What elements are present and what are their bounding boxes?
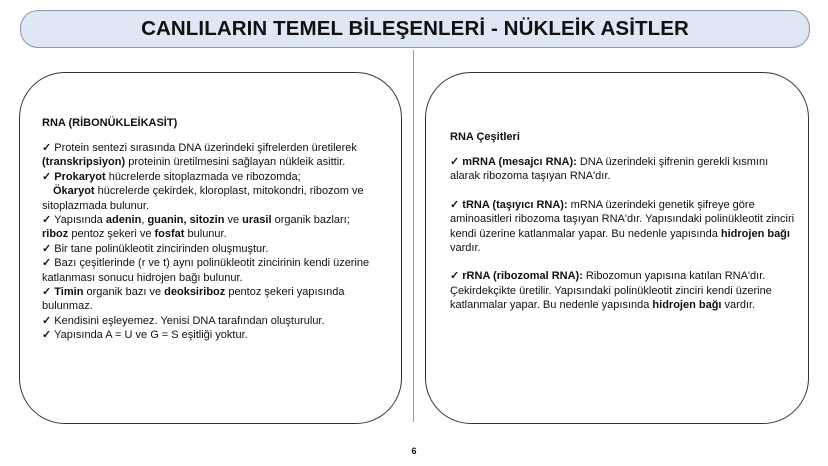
list-item: ✓ Kendisini eşleyemez. Yenisi DNA tarafından oluşturulur.	[42, 314, 325, 327]
mrna-item: ✓ mRNA (mesajcı RNA): DNA üzerindeki şifrenin gerekli kısmını alarak ribozoma taşıyan RNA'dır.	[450, 156, 769, 183]
rna-types-panel	[425, 72, 809, 424]
check-icon: ✓	[42, 257, 52, 270]
title-banner	[20, 10, 810, 48]
list-item: ✓ Yapısında A = U ve G = S eşitliği yoktur.	[42, 329, 248, 342]
check-icon: ✓	[42, 314, 52, 327]
rna-heading: RNA (RİBONÜKLEİKASİT)	[42, 117, 178, 129]
check-icon: ✓	[450, 270, 460, 283]
list-item: ✓ Protein sentezi sırasında DNA üzerindeki şifrelerden üretilerek (transkripsiyon) proteinin üretilmesini sağlayan nükleik asittir.	[42, 142, 357, 169]
rna-info-panel	[19, 72, 402, 424]
list-item: ✓ Prokaryot hücrelerde sitoplazmada ve ribozomda; Ökaryot hücrelerde çekirdek, kloroplast, mitokondri, ribozom ve sitoplazmada bulunur.	[42, 170, 364, 212]
check-icon: ✓	[42, 142, 52, 154]
page-title: CANLILARIN TEMEL BİLEŞENLERİ - NÜKLEİK ASİTLER	[141, 17, 689, 40]
check-icon: ✓	[42, 170, 52, 183]
check-icon: ✓	[42, 214, 52, 227]
list-item: ✓ Yapısında adenin, guanin, sitozin ve urasil organik bazları; riboz pentoz şekeri ve fosfat bulunur.	[42, 214, 350, 241]
center-divider	[413, 50, 414, 422]
list-item: ✓ Bazı çeşitlerinde (r ve t) aynı polinükleotit zincirinin kendi üzerine katlanması sonucu hidrojen bağı bulunur.	[42, 257, 370, 284]
check-icon: ✓	[42, 286, 52, 299]
check-icon: ✓	[42, 329, 52, 342]
page-number: 6	[411, 446, 417, 456]
check-icon: ✓	[42, 242, 52, 255]
list-item: ✓ Timin organik bazı ve deoksiriboz pentoz şekeri yapısında bulunmaz.	[42, 286, 345, 313]
rrna-item: ✓ rRNA (ribozomal RNA): Ribozomun yapısına katılan RNA'dır. Çekirdekçikte üretilir. Yapısındaki polinükleotit zinciri kendi üzerine katlanmalar yapar. Bu nedenle yapısında hidrojen bağı vardır.	[450, 270, 772, 312]
trna-item: ✓ tRNA (taşıyıcı RNA): mRNA üzerindeki genetik şifreye göre aminoasitleri ribozoma taşıyan RNA'dır. Yapısındaki polinükleotit zinciri kendi üzerine katlanmalar yapar. Bu nedenle yapısında hidrojen bağı vardır.	[450, 198, 795, 255]
check-icon: ✓	[450, 198, 460, 211]
rna-types-heading: RNA Çeşitleri	[450, 131, 520, 143]
list-item: ✓ Bir tane polinükleotit zincirinden oluşmuştur.	[42, 242, 269, 255]
check-icon: ✓	[450, 156, 460, 168]
